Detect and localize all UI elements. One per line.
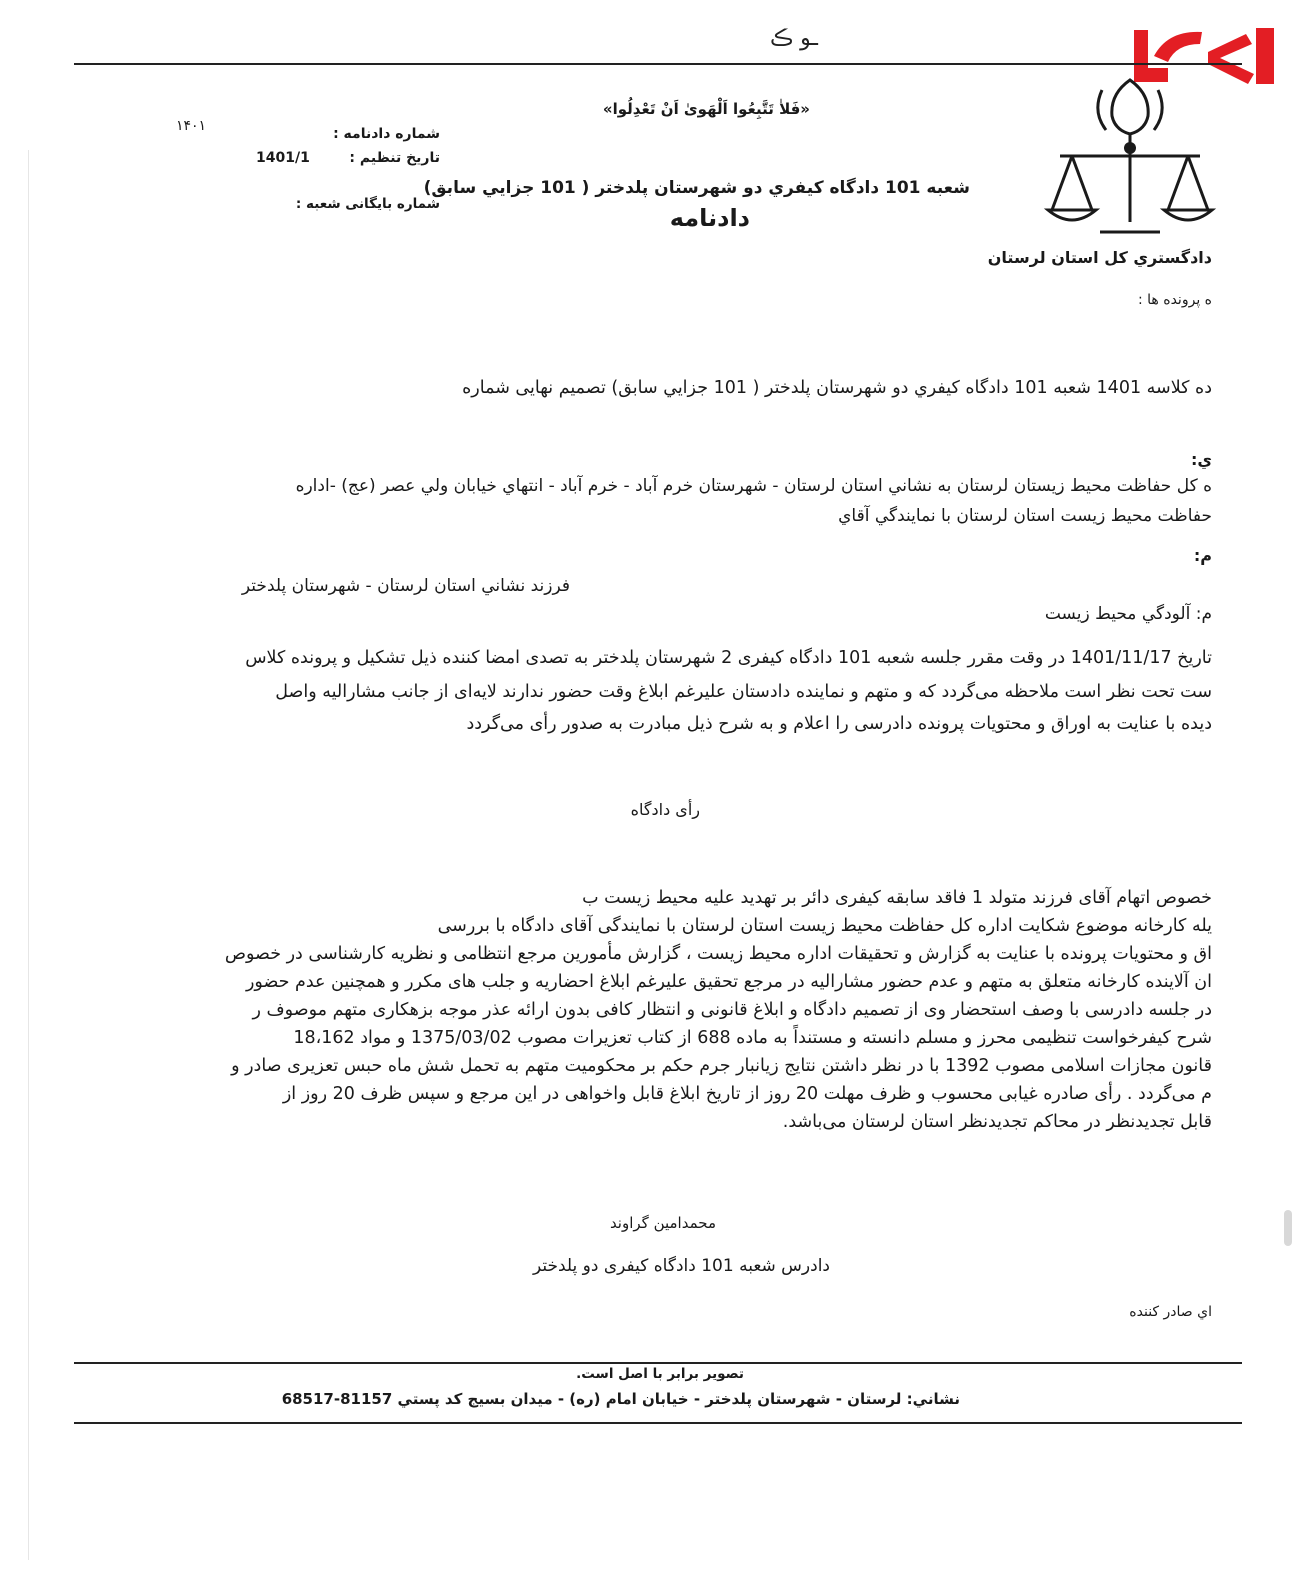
issuer-label: اي صادر کننده: [1129, 1304, 1212, 1320]
complainant-heading: ي:: [1190, 450, 1212, 469]
accused-line: فرزند نشاني استان لرستان - شهرستان پلدختر: [241, 576, 570, 596]
verdict-line: اق و محتویات پرونده با عنایت به گزارش و تحقیقات اداره محیط زیست ، گزارش مأمورین مرجع انتظامی و نظریه کارشناسی در خصوص: [224, 944, 1212, 964]
archive-label: شماره بایگانی شعبه :: [295, 196, 440, 212]
complainant-line-2: حفاظت محیط زیست استان لرستان با نمایندگي آقاي: [838, 506, 1212, 526]
classification-line: ده کلاسه 1401 شعبه 101 دادگاه کیفري دو شهرستان پلدختر ( 101 جزایي سابق) تصمیم نهایی شماره: [462, 378, 1212, 398]
scan-edge: [28, 150, 29, 1560]
footer-address: نشاني: لرستان - شهرستان پلدختر - خیابان امام (ره) - میدان بسیج کد پستي 81157-68517: [281, 1390, 960, 1408]
verdict-heading: رأی دادگاه: [630, 800, 700, 819]
verdict-line: م می‌گردد . رأی صادره غیابی محسوب و ظرف مهلت 20 روز از تاریخ ابلاغ قابل واخواهی در این مرجع و سپس ظرف 20 روز از: [282, 1084, 1212, 1104]
emblem-icon: [1040, 72, 1220, 242]
verdict-number-label: شماره دادنامه :: [333, 126, 440, 142]
verdict-line: قابل تجدیدنظر در محاکم تجدیدنظر استان لرستان می‌باشد.: [782, 1112, 1212, 1132]
footer-bottom-rule: [74, 1422, 1242, 1424]
verdict-line: قانون مجازات اسلامی مصوب 1392 با در نظر داشتن نتایج زیانبار جرم حکم بر محکومیت متهم به تحمل شش ماه حبس تعزیری صادر و: [231, 1056, 1212, 1076]
complainant-line-1: ه کل حفاظت محیط زیستان لرستان به نشاني استان لرستان - شهرستان خرم آباد - خرم آباد - انتهاي خیابان ولي عصر (عج) -اداره: [295, 476, 1212, 496]
judge-title: دادرس شعبه 101 دادگاه کیفری دو پلدختر: [532, 1256, 830, 1276]
footer-rule: [74, 1362, 1242, 1364]
scan-mark: ـو ڪ: [770, 26, 818, 51]
session-line-2: ست تحت نظر است ملاحظه می‌گردد که و متهم و نماینده دادستان علیرغم ابلاغ وقت حضور ندارند لایه‌ای از جانب مشارالیه واصل: [275, 682, 1212, 702]
session-line-3: دیده با عنایت به اوراق و محتویات پرونده دادرسی را اعلام و به شرح ذیل مبادرت به صدور رأی می‌گردد: [466, 714, 1212, 734]
verdict-number-value: ۱۴۰۱: [176, 118, 207, 134]
verse-text: «فَلاٰ تَتَّبِعُوا اَلْهَوىٰ اَنْ تَعْدِلُوا»: [602, 100, 810, 118]
session-line-1: تاریخ 1401/11/17 در وقت مقرر جلسه شعبه 101 دادگاه کیفری 2 شهرستان پلدختر به تصدی امضا کننده ذیل تشکیل و پرونده کلاس: [245, 648, 1212, 668]
judiciary-name: دادگستري کل استان لرستان: [987, 248, 1212, 267]
header-rule: [74, 63, 1242, 65]
date-label: تاریخ تنظیم :: [349, 150, 440, 166]
scrollbar-thumb[interactable]: [1284, 1210, 1292, 1246]
charge-line: م: آلودگي محیط زیست: [1044, 604, 1212, 624]
judge-name: محمدامین گراوند: [609, 1214, 716, 1232]
verdict-line: خصوص اتهام آقای فرزند متولد 1 فاقد سابقه کیفری دائر بر تهدید علیه محیط زیست ب: [582, 888, 1212, 908]
verdict-line: ان آلاینده کارخانه متعلق به متهم و عدم حضور مشارالیه در مرجع تحقیق علیرغم ابلاغ احضاریه و جلب های مکرر و همچنین عدم حضور: [245, 972, 1212, 992]
document-type: دادنامه: [669, 204, 750, 232]
case-label: ه پرونده ها :: [1137, 292, 1212, 308]
verdict-line: در جلسه دادرسی با وصف استحضار وی از تصمیم دادگاه و ابلاغ قانونی و انتظار کافی بدون ارائه عذر موجه بزهکاری متهم موصوف ر: [252, 1000, 1212, 1020]
date-value: 1401/1: [256, 150, 310, 166]
certified-copy: تصویر برابر با اصل است.: [576, 1366, 744, 1382]
verdict-line: شرح کیفرخواست تنظیمی محرز و مسلم دانسته و مستنداً به ماده 688 از کتاب تعزیرات مصوب 1375/03/02 و مواد 18،162: [293, 1028, 1212, 1048]
verdict-line: یله کارخانه موضوع شکایت اداره کل حفاظت محیط زیست استان لرستان با نمایندگی آقای دادگاه با بررسی: [437, 916, 1212, 936]
accused-heading: م:: [1193, 546, 1212, 565]
court-title: شعبه 101 دادگاه کیفري دو شهرستان پلدختر ( 101 جزایي سابق): [423, 178, 970, 198]
